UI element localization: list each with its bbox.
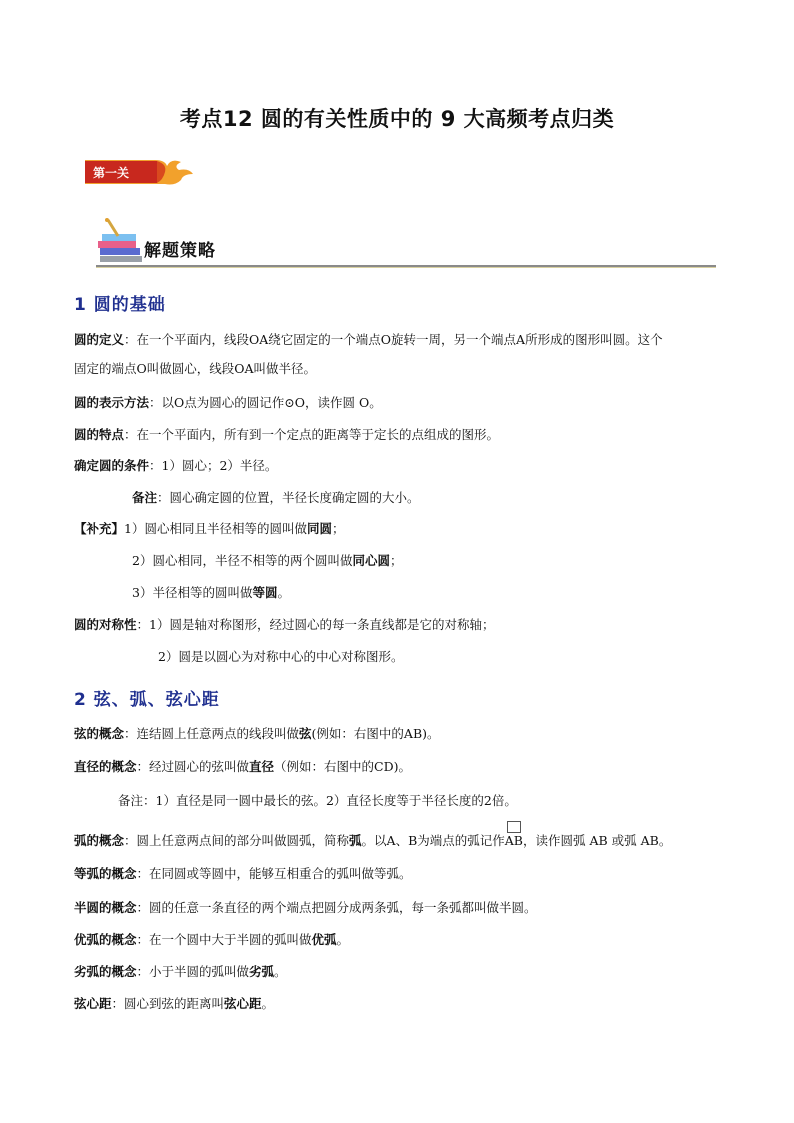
- arc-concept-label: 弧的概念: [74, 833, 125, 848]
- chord-distance-label: 弦心距: [74, 996, 112, 1011]
- term-chord-distance: 弦心距: [224, 996, 262, 1011]
- circle-definition-label: 圆的定义: [74, 332, 125, 347]
- supplement-3-text: 3）半径相等的圆叫做: [132, 585, 253, 600]
- term-concentric: 同心圆: [352, 553, 390, 568]
- minor-arc-concept: [74, 964, 287, 980]
- section2-heading: 2 弦、弧、弦心距: [74, 690, 220, 710]
- circle-condition-label: 确定圆的条件: [74, 458, 150, 473]
- circle-symmetry-text: ：1）圆是轴对称图形，经过圆心的每一条直线都是它的对称轴；: [136, 617, 495, 632]
- circle-condition: [74, 458, 277, 474]
- arc-concept: [74, 833, 671, 849]
- term-same-circle: 同圆: [306, 521, 332, 536]
- supplement-label: 【补充】: [74, 521, 125, 536]
- equal-arc-concept: [74, 866, 412, 882]
- books-icon: [96, 218, 146, 264]
- supplement-2-end: ；: [389, 553, 403, 568]
- circle-condition-text: ：1）圆心；2）半径。: [149, 458, 278, 473]
- term-diameter: 直径: [249, 759, 275, 774]
- arc-concept-reading: ，读作圆弧 AB 或弧 AB。: [522, 833, 672, 848]
- circle-feature-text: ：在一个平面内，所有到一个定点的距离等于定长的点组成的图形。: [124, 427, 500, 442]
- chord-concept-text: ：连结圆上任意两点的线段叫做: [124, 726, 300, 741]
- strategy-label: 解题策略: [144, 241, 216, 261]
- supplement-1-text: 1）圆心相同且半径相等的圆叫做: [124, 521, 307, 536]
- arc-symbol-label: AB: [504, 833, 523, 848]
- circle-note-label: 备注: [132, 490, 158, 505]
- circle-definition-cont: 固定的端点O叫做圆心，线段OA叫做半径。: [74, 361, 317, 376]
- semicircle-text: ：圆的任意一条直径的两个端点把圆分成两条弧，每一条弧都叫做半圆。: [136, 900, 537, 915]
- section1-heading: 1 圆的基础: [74, 295, 166, 315]
- diameter-concept: [74, 759, 411, 775]
- term-arc: 弧: [349, 833, 362, 848]
- arc-concept-text: ：圆上任意两点间的部分叫做圆弧，简称: [124, 833, 350, 848]
- supplement-2: [132, 553, 403, 569]
- page-title: 考点12 圆的有关性质中的 9 大高频考点归类: [179, 107, 615, 131]
- strategy-header: [96, 218, 716, 270]
- diameter-note: 备注：1）直径是同一圆中最长的弦。2）直径长度等于半径长度的2倍。: [118, 793, 517, 808]
- level-banner: [85, 158, 195, 186]
- strategy-divider: [96, 265, 716, 267]
- major-arc-end: 。: [336, 932, 350, 947]
- term-chord: 弦: [299, 726, 312, 741]
- diameter-concept-label: 直径的概念: [74, 759, 137, 774]
- circle-note-text: ：圆心确定圆的位置，半径长度确定圆的大小。: [157, 490, 420, 505]
- term-major-arc: 优弧: [311, 932, 337, 947]
- circle-symmetry-2: 2）圆是以圆心为对称中心的中心对称图形。: [158, 649, 404, 664]
- major-arc-label: 优弧的概念: [74, 932, 137, 947]
- circle-definition-text: ：在一个平面内，线段OA绕它固定的一个端点O旋转一周，另一个端点A所形成的图形叫圆。这个: [124, 332, 663, 347]
- circle-symmetry: [74, 617, 494, 633]
- diameter-concept-example: （例如：右图中的CD)。: [274, 759, 412, 774]
- equal-arc-label: 等弧的概念: [74, 866, 137, 881]
- equal-arc-text: ：在同圆或等圆中，能够互相重合的弧叫做等弧。: [136, 866, 412, 881]
- supplement-3: [132, 585, 290, 601]
- circle-definition: [74, 332, 663, 348]
- minor-arc-end: 。: [274, 964, 287, 979]
- supplement-3-end: 。: [277, 585, 290, 600]
- minor-arc-label: 劣弧的概念: [74, 964, 137, 979]
- semicircle-concept: [74, 900, 537, 916]
- chord-distance-concept: [74, 996, 274, 1012]
- circle-notation-text: ：以O点为圆心的圆记作⊙O，读作圆 O。: [149, 395, 382, 410]
- supplement-2-text: 2）圆心相同，半径不相等的两个圆叫做: [132, 553, 353, 568]
- minor-arc-text: ：小于半圆的弧叫做: [136, 964, 250, 979]
- chord-concept: [74, 726, 440, 742]
- chord-concept-example: (例如：右图中的AB)。: [311, 726, 440, 741]
- circle-feature: [74, 427, 499, 443]
- circle-note: [132, 490, 420, 506]
- term-equal-circle: 等圆: [252, 585, 278, 600]
- banner-label: 第一关: [93, 166, 130, 180]
- term-minor-arc: 劣弧: [249, 964, 275, 979]
- major-arc-concept: [74, 932, 349, 948]
- chord-distance-end: 。: [261, 996, 275, 1011]
- supplement-1: [74, 521, 345, 537]
- arc-symbol-box: [507, 821, 521, 833]
- circle-feature-label: 圆的特点: [74, 427, 125, 442]
- semicircle-label: 半圆的概念: [74, 900, 137, 915]
- arc-concept-notation: 。以A、B为端点的弧记作: [361, 833, 505, 848]
- major-arc-text: ：在一个圆中大于半圆的弧叫做: [136, 932, 312, 947]
- arc-symbol: [505, 833, 523, 849]
- diameter-concept-text: ：经过圆心的弦叫做: [136, 759, 250, 774]
- chord-concept-label: 弦的概念: [74, 726, 125, 741]
- chord-distance-text: ：圆心到弦的距离叫: [111, 996, 225, 1011]
- circle-notation: [74, 395, 382, 411]
- circle-symmetry-label: 圆的对称性: [74, 617, 137, 632]
- supplement-1-end: ；: [332, 521, 345, 536]
- circle-notation-label: 圆的表示方法: [74, 395, 150, 410]
